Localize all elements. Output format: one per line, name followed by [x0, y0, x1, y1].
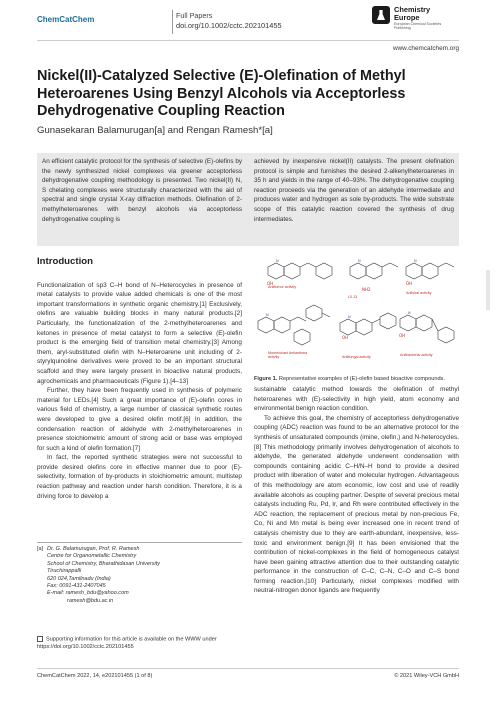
figure-label-3: Antiviral activity: [406, 291, 432, 295]
footnote-line: Centre for Organometallic Chemistry: [47, 553, 137, 560]
article-title: Nickel(II)-Catalyzed Selective (E)-Olefination of Methyl Heteroarenes Using Benzyl Alcohols via Acceptorless Dehydrogenative Coupling Reaction: [37, 68, 406, 119]
svg-text:OH: OH: [342, 335, 349, 340]
side-crossmark-icon: [485, 270, 491, 310]
supporting-info-text[interactable]: Supporting information for this article is available on the WWW under https://doi.org/10.1002/cctc.202101455: [37, 636, 217, 650]
footnote-mark: [a]: [37, 546, 44, 552]
supporting-info: [37, 636, 242, 651]
author-affiliation: [37, 546, 242, 605]
abstract-left: An efficient catalytic protocol for the synthesis of selective (E)-olefins by the newly synthesized nickel complexes via greener acceptorless dehydrogenative coupling methodology is presented. Two nickel(II) N, S chelating complexes were structurally characterized with the aid of spectral and single crystal X-ray diffraction methods. Olefination of 2-methylheteroarenes with benzyl alcohols via acceptorless dehydrogenative coupling is: [42, 158, 242, 223]
footer-citation: ChemCatChem 2022, 14, e202101455 (1 of 8): [37, 673, 153, 679]
figure-label-2: L0.13: [348, 295, 358, 299]
site-url[interactable]: www.chemcatchem.org: [392, 45, 459, 52]
footnote-email[interactable]: E-mail: ramesh_bdu@yahoo.com: [47, 590, 129, 597]
footnote-email[interactable]: ramesh@bdu.ac.in: [67, 597, 114, 604]
right-column: [254, 385, 459, 596]
logo-name: [394, 6, 430, 22]
svg-text:N: N: [408, 311, 411, 315]
intro-paragraph-3: In fact, the reported synthetic strategies were not successful to provide desired olefins core in effective manner due to poor (E)-selectivity, formation of by-products in stoichiometric amount, multistep reaction pathway and reaction under harsh condition. Therefore, it is a driving force to develop a: [37, 454, 242, 500]
chemistry-europe-logo: [372, 6, 460, 32]
figure-caption-text: Representative examples of (E)-olefin based bioactive compounds.: [278, 376, 445, 382]
svg-text:N: N: [266, 313, 269, 317]
logo-subtitle: European Chemical Societies Publishing: [394, 22, 442, 30]
intro-paragraph-1: Functionalization of sp3 C–H bond of N–Heterocycles in presence of metal catalysts to provide value added chemicals is one of the most important transformations in synthetic organic chemistry.[1] Exclusively, olefins are valuable building blocks in many natural products.[2] Particularly, the functionalization of the 2-methylheteroarenes and ketones in presence of metal catalyst to form a selective (E)-olefin product is the emerging field of transition metal chemistry.[3] Among them, aryl-substituted olefin with N–Heteroarene unit including of 2-styrylquinoline derivatives were proved to be an important structural scaffold and they were largely present in bioactive natural products, agrochemicals and pharmaceuticals (Figure 1).[4–13]: [37, 281, 242, 385]
svg-text:N: N: [348, 315, 351, 319]
footer-copyright: © 2021 Wiley-VCH GmbH: [394, 673, 459, 679]
figure-caption: [254, 376, 464, 384]
header-divider: [172, 10, 173, 34]
header-rule: [37, 40, 459, 41]
footer-rule: [37, 668, 459, 669]
footnote-rule: [37, 542, 242, 543]
abstract-right: achieved by inexpensive nickel(II) catalysts. The present olefination protocol is simple and furnishes the desired 2-alkenylheteroarenes in 35 h and yields in the range of 40–93%. The dehydrogenative coupling reaction proceeds via the generation of an aldehyde intermediate and produces water and hydrogen as sole by-products. The wide substrate scope of this catalytic reaction covered the synthesis of drug intermediates.: [254, 158, 454, 223]
journal-name: ChemCatChem: [37, 15, 95, 24]
footnote-line: School of Chemistry, Bharathidasan University: [47, 560, 161, 567]
svg-text:N: N: [414, 259, 417, 263]
figure-caption-label: Figure 1.: [254, 376, 278, 382]
flask-icon: [372, 6, 390, 24]
abstract-box: [37, 153, 459, 246]
svg-text:N: N: [276, 259, 279, 263]
intro-paragraph-2: Further, they have been frequently used in synthesis of polymeric material for LEDs.[4] Such a great importance of (E)-olefin cores in various field of chemistry, a large number of classical synthetic routes were developed to give a desired olefin motif.[6] In addition, the condensation reaction of aldehyde with 2-methylheteroarenes in presence stoichiometric amount of strong acid or base was employed for such a kind of olefin formation.[7]: [37, 387, 242, 452]
introduction-heading: Introduction: [37, 256, 93, 267]
figure-1: [254, 257, 459, 382]
svg-text:N: N: [358, 259, 361, 263]
figure-label-4: Montelukast Antiasthma activity: [268, 351, 308, 360]
footnote-body: [47, 546, 242, 605]
footnote-line: Tiruchirappalli: [47, 568, 82, 575]
ring: [268, 263, 284, 279]
svg-text:OH: OH: [267, 281, 274, 286]
svg-text:OH: OH: [406, 281, 413, 286]
logo-name-line1: Chemistry: [394, 5, 431, 14]
figure-label-1: Antitumor activity: [268, 285, 297, 289]
supporting-info-icon: [37, 636, 43, 642]
footnote-line: 620 024,Tamilnadu (India): [47, 575, 111, 582]
logo-name-line2: Europe: [394, 13, 420, 22]
footnote-line: Fax: 0091-431-2407045: [47, 583, 106, 590]
article-authors: Gunasekaran Balamurugan[a] and Rengan Ramesh*[a]: [37, 125, 273, 136]
article-type: Full Papers: [176, 11, 213, 20]
footnote-line: Dr. G. Balamurugan, Prof. R. Ramesh: [47, 546, 140, 552]
left-column: [37, 255, 242, 501]
right-paragraph-2: To achieve this goal, the chemistry of acceptorless dehydrogenative coupling (ADC) reaction was found to be an alternative protocol for the synthesis of unsaturated compounds (imine, olefin,) and N-heterocycles.[8] This methodology primarily involves dehydrogenation of alcohols to aldehyde, the generated aldehyde underwent condensation with compounds containing acidic C–H/N–H bond to provide a desired product with liberation of water and molecular hydrogen. Advantageous of this methodology are atom economic, low cost and use of readily available alcohols as coupling partner. Despite of several precious metal catalysts including Ru, Pd, Ir, and Rh were contributed effectively in the ADC reaction, the replacement of precious metal by non-precious Fe, Co, Ni and Mn metal is being ever increased one in recent trend of catalysis chemistry due to they are earth-abundant, inexpensive, less-toxic and environment benign.[9] It has been envisioned that the contribution of nickel-complexes in the field of homogeneous catalyst have been gaining attractive attention due to their outstanding catalytic performance in the construction of C–C, C–N, C–O and C–S bond forming reaction.[10] Particularly, nickel complexes modified with neutral-nitrogen donor ligands are frequently: [254, 414, 459, 595]
figure-label-5: Antifungal activity: [342, 355, 371, 359]
svg-text:OH: OH: [399, 333, 406, 338]
right-paragraph-1: sustainable catalytic method towards the olefination of methyl heteroarenes with (E)-selectivity in high yield, atom economy and environmental benign reaction condition.: [254, 386, 459, 413]
figure-label-6: Antibacterial activity: [400, 353, 433, 357]
doi-link[interactable]: doi.org/10.1002/cctc.202101455: [176, 21, 282, 30]
svg-text:NH2: NH2: [362, 287, 371, 292]
page-header: [0, 0, 496, 40]
